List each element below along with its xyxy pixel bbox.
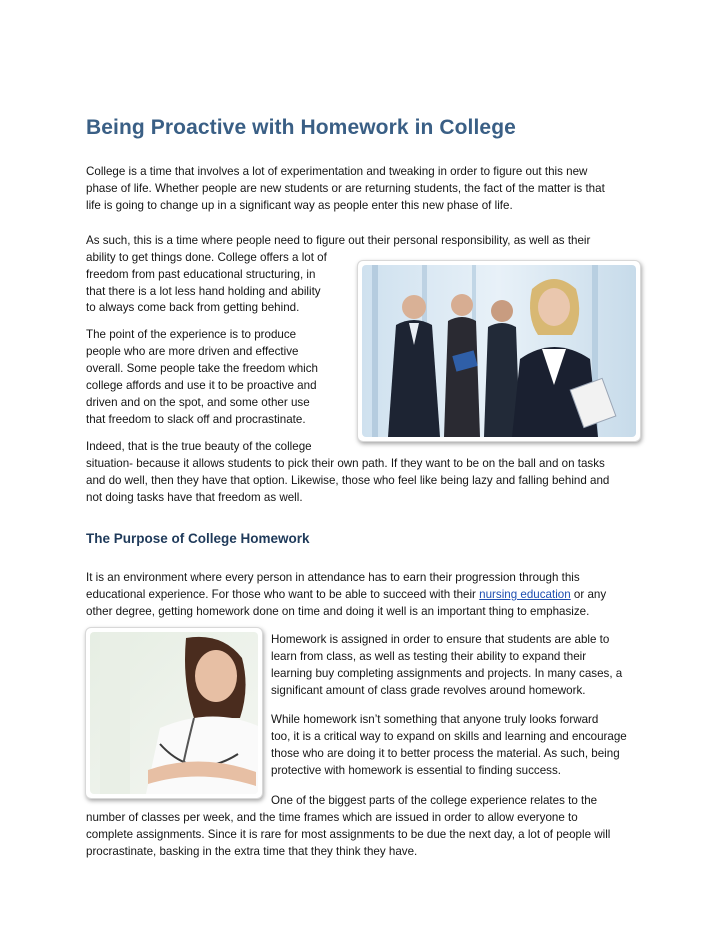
paragraph-line: phase of life. Whether people are new students or are returning students, the fact of the matter is that — [86, 182, 605, 195]
paragraph-line: ability to get things done. College offers a lot of — [86, 251, 327, 264]
page-title: Being Proactive with Homework in College — [86, 116, 516, 139]
nurse-image — [90, 632, 258, 794]
paragraph-line: protective with homework is essential to finding success. — [271, 764, 561, 777]
nursing-education-link[interactable]: nursing education — [479, 588, 571, 601]
paragraph-line: College is a time that involves a lot of experimentation and tweaking in order to figure out this new — [86, 165, 588, 178]
paragraph-line: One of the biggest parts of the college experience relates to the — [271, 794, 598, 807]
paragraph-line: As such, this is a time where people need to figure out their personal responsibility, as well as their — [86, 234, 591, 247]
paragraph-line: that freedom to slack off and procrastinate. — [86, 413, 306, 426]
paragraph-line: other degree, getting homework done on time and doing it well is an important thing to emphasize. — [86, 605, 590, 618]
paragraph-line: driven and on the spot, and some other use — [86, 396, 310, 409]
paragraph-line: and do well, then they have that option. Likewise, those who feel like being lazy and falling behind and — [86, 474, 610, 487]
paragraph-line: overall. Some people take the freedom which — [86, 362, 319, 375]
paragraph-line: too, it is a critical way to expand on skills and learning and encourage — [271, 730, 627, 743]
paragraph-line: situation- because it allows students to pick their own path. If they want to be on the ball and on tasks — [86, 457, 605, 470]
paragraph-line: to always come back from getting behind. — [86, 301, 300, 314]
paragraph-line: college affords and use it to be proactive and — [86, 379, 317, 392]
business-team-image — [362, 265, 636, 437]
line-text: or any — [573, 588, 607, 601]
paragraph-line: While homework isn’t something that anyone truly looks forward — [271, 713, 599, 726]
paragraph-line: life is going to change up in a significant way as people enter this new phase of life. — [86, 199, 513, 212]
paragraph-line: learning buy completing assignments and projects. In many cases, a — [271, 667, 623, 680]
paragraph-line: complete assignments. Since it is rare for most assignments to be due the next day, a lot of people will — [86, 828, 611, 841]
paragraph-line: Homework is assigned in order to ensure that students are able to — [271, 633, 610, 646]
paragraph-line: The point of the experience is to produce — [86, 328, 297, 341]
paragraph-line: people who are more driven and effective — [86, 345, 299, 358]
paragraph-line: not doing tasks have that freedom as well. — [86, 491, 303, 504]
paragraph-line: that there is a lot less hand holding and ability — [86, 285, 321, 298]
business-team-photo — [357, 260, 641, 442]
paragraph-line: number of classes per week, and the time frames which are issued in order to allow everyone to — [86, 811, 578, 824]
paragraph-line — [86, 587, 606, 603]
paragraph-line: significant amount of class grade revolves around homework. — [271, 684, 586, 697]
line-text: educational experience. For those who want to be able to succeed with their — [86, 588, 476, 601]
paragraph-line: It is an environment where every person in attendance has to earn their progression through this — [86, 571, 580, 584]
paragraph-line: Indeed, that is the true beauty of the college — [86, 440, 312, 453]
paragraph-line: procrastinate, basking in the extra time that they think they have. — [86, 845, 418, 858]
section-heading: The Purpose of College Homework — [86, 531, 310, 546]
paragraph-line: those who are doing it to better process the material. As such, being — [271, 747, 620, 760]
nurse-student-photo — [85, 627, 263, 799]
paragraph-line: learn from class, as well as testing their ability to expand their — [271, 650, 587, 663]
paragraph-line: freedom from past educational structuring, in — [86, 268, 316, 281]
